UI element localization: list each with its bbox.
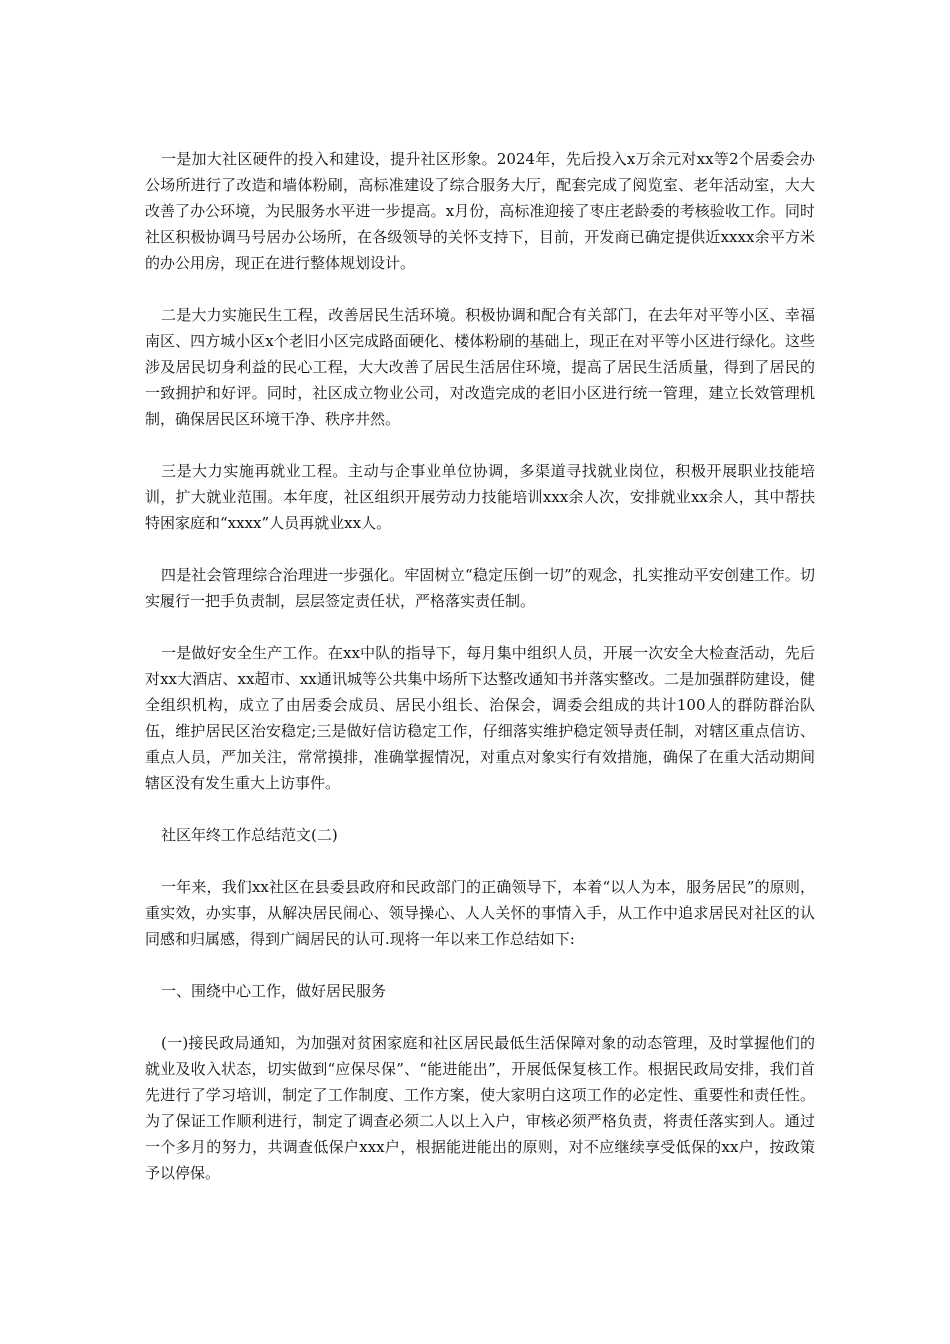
section-heading-resident-service: 一、围绕中心工作，做好居民服务 (161, 982, 387, 1000)
paragraph-hardware-investment: 一是加大社区硬件的投入和建设，提升社区形象。2024年，先后投入x万余元对xx等2个居委会办公场所进行了改造和墙体粉刷，高标准建设了综合服务大厅，配套完成了阅览室、老年活动室，大大改善了办公环境，为民服务水平进一步提高。x月份，高标准迎接了枣庄老龄委的考核验收工作。同时社区积极协调马号居办公场所，在各级领导的关怀支持下，目前，开发商已确定提供近xxxx余平方米的办公用房，现正在进行整体规划设计。 (145, 150, 815, 272)
paragraph-year-overview: 一年来，我们xx社区在县委县政府和民政部门的正确领导下，本着“以人为本，服务居民”的原则，重实效，办实事，从解决居民闹心、领导操心、人人关怀的事情入手，从工作中追求居民对社区的认同感和归属感，得到广阔居民的认可.现将一年以来工作总结如下: (145, 878, 815, 948)
document-body (145, 146, 815, 1212)
section-heading-sample-two: 社区年终工作总结范文(二) (161, 826, 338, 844)
paragraph-social-governance: 四是社会管理综合治理进一步强化。牢固树立“稳定压倒一切”的观念，扎实推动平安创建工作。切实履行一把手负责制，层层签定责任状，严格落实责任制。 (145, 566, 815, 610)
paragraph-minimum-living-review: (一)接民政局通知，为加强对贫困家庭和社区居民最低生活保障对象的动态管理，及时掌握他们的就业及收入状态，切实做到“应保尽保”、“能进能出”，开展低保复核工作。根据民政局安排，我们首先进行了学习培训，制定了工作制度、工作方案，使大家明白这项工作的必定性、重要性和责任性。为了保证工作顺利进行，制定了调查必须二人以上入户，审核必须严格负责，将责任落实到人。通过一个多月的努力，共调查低保户xxx户，根据能进能出的原则，对不应继续享受低保的xx户，按政策予以停保。 (145, 1034, 815, 1182)
paragraph-safety-production: 一是做好安全生产工作。在xx中队的指导下，每月集中组织人员，开展一次安全大检查活动，先后对xx大酒店、xx超市、xx通讯城等公共集中场所下达整改通知书并落实整改。二是加强群防建设，健全组织机构，成立了由居委会成员、居民小组长、治保会，调委会组成的共计100人的群防群治队伍，维护居民区治安稳定;三是做好信访稳定工作，仔细落实维护稳定领导责任制，对辖区重点信访、重点人员，严加关注，常常摸排，准确掌握情况，对重点对象实行有效措施，确保了在重大活动期间辖区没有发生重大上访事件。 (145, 644, 815, 792)
paragraph-livelihood-projects: 二是大力实施民生工程，改善居民生活环境。积极协调和配合有关部门，在去年对平等小区、幸福南区、四方城小区x个老旧小区完成路面硬化、楼体粉刷的基础上，现正在对平等小区进行绿化。这些涉及居民切身利益的民心工程，大大改善了居民生活居住环境，提高了居民生活质量，得到了居民的一致拥护和好评。同时，社区成立物业公司，对改造完成的老旧小区进行统一管理，建立长效管理机制，确保居民区环境干净、秩序井然。 (145, 306, 815, 428)
paragraph-reemployment: 三是大力实施再就业工程。主动与企事业单位协调，多渠道寻找就业岗位，积极开展职业技能培训，扩大就业范围。本年度，社区组织开展劳动力技能培训xxx余人次，安排就业xx余人，其中帮扶特困家庭和“xxxx”人员再就业xx人。 (145, 462, 815, 532)
